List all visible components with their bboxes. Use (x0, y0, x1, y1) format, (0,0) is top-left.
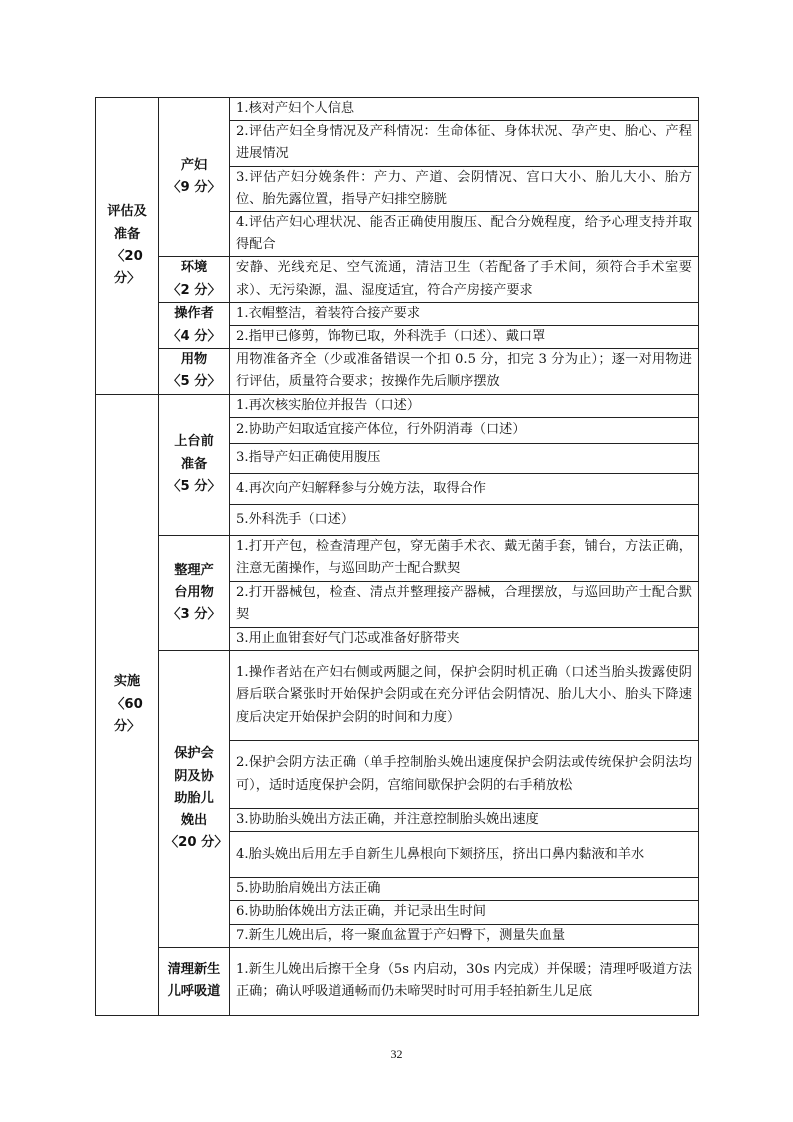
table-row (96, 257, 699, 302)
table-row (96, 947, 699, 1015)
item-cell: 2.评估产妇全身情况及产科情况：生命体征、身体状况、孕产史、胎心、产程进展情况 (230, 121, 699, 166)
item-cell: 2.指甲已修剪，饰物已取，外科洗手（口述）、戴口罩 (230, 326, 699, 349)
subcategory-cell: 清理新生 儿呼吸道 (159, 947, 230, 1015)
subcategory-cell: 整理产 台用物 〈3 分〉 (159, 535, 230, 650)
subcategory-cell: 用物 〈5 分〉 (159, 349, 230, 394)
item-cell: 5.外科洗手（口述） (230, 504, 699, 535)
subcategory-cell: 产妇 〈9 分〉 (159, 98, 230, 257)
item-cell: 3.评估产妇分娩条件：产力、产道、会阴情况、宫口大小、胎儿大小、胎方位、胎先露位置，指导产妇排空膀胱 (230, 166, 699, 211)
subcategory-cell: 环境 〈2 分〉 (159, 257, 230, 302)
item-cell: 1.核对产妇个人信息 (230, 98, 699, 121)
item-cell: 用物准备齐全（少或准备错误一个扣 0.5 分，扣完 3 分为止）；逐一对用物进行评估，质量符合要求；按操作先后顺序摆放 (230, 349, 699, 394)
item-cell: 1.打开产包，检查清理产包，穿无菌手术衣、戴无菌手套，铺台，方法正确，注意无菌操作，与巡回助产士配合默契 (230, 535, 699, 581)
item-cell: 2.协助产妇取适宜接产体位，行外阴消毒（口述） (230, 417, 699, 443)
item-cell: 1.再次核实胎位并报告（口述） (230, 394, 699, 417)
item-cell: 4.评估产妇心理状况、能否正确使用腹压、配合分娩程度，给予心理支持并取得配合 (230, 212, 699, 257)
subcategory-cell: 保护会 阴及协 助胎儿 娩出 〈20 分〉 (159, 651, 230, 948)
item-cell: 2.保护会阴方法正确（单手控制胎头娩出速度保护会阴法或传统保护会阴法均可），适时适度保护会阴，宫缩间歇保护会阴的右手稍放松 (230, 741, 699, 809)
assessment-table (95, 97, 699, 1016)
item-cell: 3.指导产妇正确使用腹压 (230, 443, 699, 473)
item-cell: 1.衣帽整洁，着装符合接产要求 (230, 302, 699, 325)
item-cell: 6.协助胎体娩出方法正确，并记录出生时间 (230, 901, 699, 924)
item-cell: 4.再次向产妇解释参与分娩方法，取得合作 (230, 473, 699, 504)
table-row (96, 651, 699, 741)
table-row (96, 535, 699, 581)
table-row (96, 394, 699, 417)
category-cell: 实施 〈60 分〉 (96, 394, 159, 1015)
item-cell: 3.协助胎头娩出方法正确，并注意控制胎头娩出速度 (230, 809, 699, 832)
page-number: 32 (390, 1047, 403, 1061)
subcategory-cell: 操作者 〈4 分〉 (159, 302, 230, 348)
table-row (96, 98, 699, 121)
item-cell: 7.新生儿娩出后，将一聚血盆置于产妇臀下，测量失血量 (230, 924, 699, 947)
category-cell: 评估及 准备 〈20 分〉 (96, 98, 159, 395)
item-cell: 安静、光线充足、空气流通，清洁卫生（若配备了手术间，须符合手术室要求）、无污染源，温、湿度适宜，符合产房接产要求 (230, 257, 699, 302)
table-row (96, 349, 699, 394)
item-cell: 3.用止血钳套好气门芯或准备好脐带夹 (230, 627, 699, 650)
subcategory-cell: 上台前 准备 〈5 分〉 (159, 394, 230, 535)
item-cell: 5.协助胎肩娩出方法正确 (230, 878, 699, 901)
item-cell: 4.胎头娩出后用左手自新生儿鼻根向下颏挤压，挤出口鼻内黏液和羊水 (230, 832, 699, 878)
item-cell: 2.打开器械包，检查、清点并整理接产器械，合理摆放，与巡回助产士配合默契 (230, 581, 699, 627)
item-cell: 1.操作者站在产妇右侧或两腿之间，保护会阴时机正确（口述当胎头拨露使阴唇后联合紧张时开始保护会阴或在充分评估会阴情况、胎儿大小、胎头下降速度后决定开始保护会阴的时间和力度） (230, 651, 699, 741)
item-cell: 1.新生儿娩出后擦干全身（5s 内启动，30s 内完成）并保暖；清理呼吸道方法正确；确认呼吸道通畅而仍未啼哭时时可用手轻拍新生儿足底 (230, 947, 699, 1015)
table-row (96, 302, 699, 325)
